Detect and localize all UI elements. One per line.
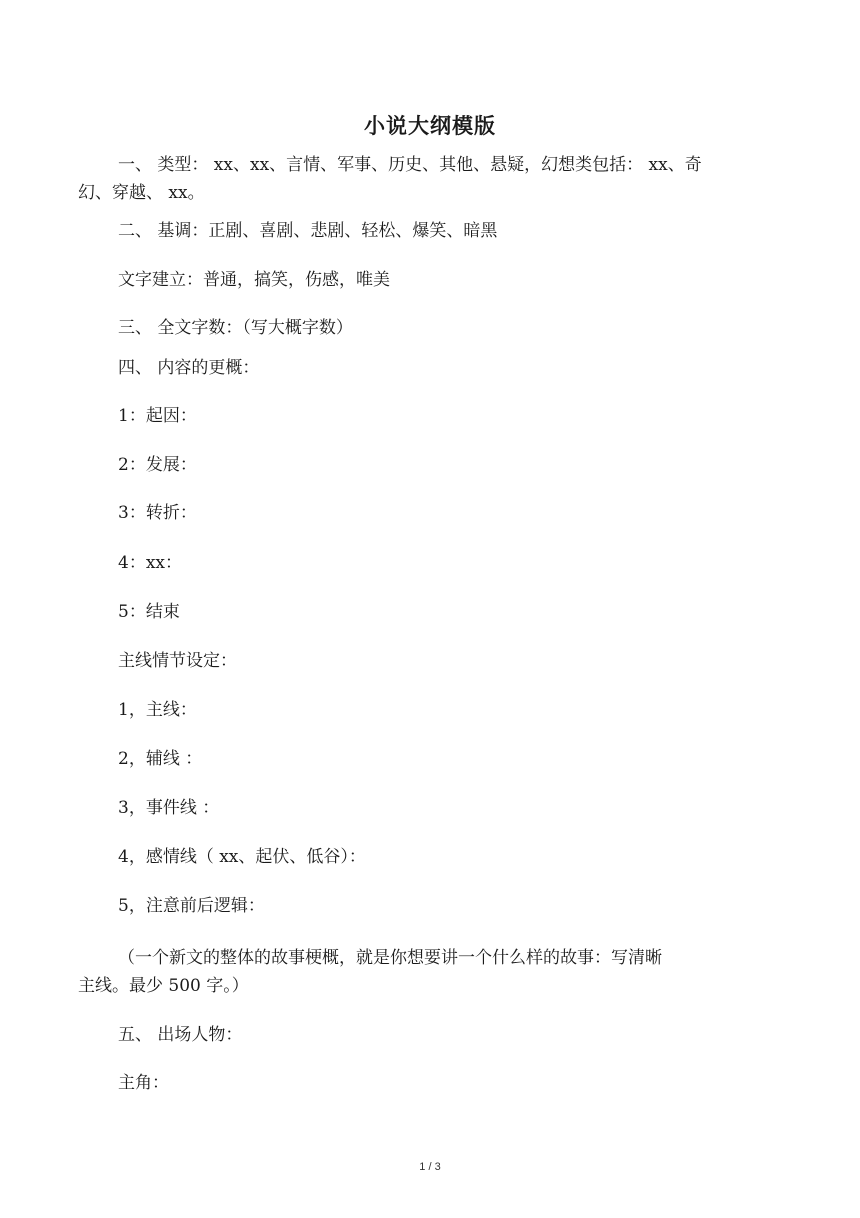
section-type-line: 一、 类型： xx、xx、言情、军事、历史、其他、悬疑，幻想类包括： xx、奇: [118, 155, 702, 175]
document-title: 小说大纲模版: [364, 113, 496, 138]
section-type-line-continued: 幻、穿越、 xx。: [78, 183, 205, 203]
plot-item-sub-line: 2，辅线 ：: [118, 749, 203, 769]
page-number: 1 / 3: [419, 1161, 441, 1173]
synopsis-note-line-continued: 主线。最少 500 字。）: [78, 976, 249, 996]
synopsis-note-line: （一个新文的整体的故事梗概，就是你想要讲一个什么样的故事：写清晰: [118, 948, 662, 968]
protagonist-label: 主角：: [118, 1073, 169, 1093]
outline-item-xx: 4：xx：: [118, 553, 182, 573]
outline-item-turning-point: 3：转折：: [118, 503, 197, 523]
plot-item-emotion-line: 4，感情线（ xx、起伏、低谷）：: [118, 847, 366, 867]
outline-item-ending: 5：结束: [118, 602, 180, 622]
writing-style-line: 文字建立：普通，搞笑，伤感，唯美: [118, 270, 390, 290]
main-plot-setting-heading: 主线情节设定：: [118, 651, 237, 671]
outline-item-cause: 1：起因：: [118, 406, 197, 426]
section-content-outline-line: 四、 内容的更概：: [118, 358, 260, 378]
plot-item-event-line: 3，事件线 ：: [118, 798, 220, 818]
outline-item-development: 2：发展：: [118, 455, 197, 475]
section-tone-line: 二、 基调：正剧、喜剧、悲剧、轻松、爆笑、暗黑: [118, 221, 498, 241]
section-word-count-line: 三、 全文字数：（写大概字数）: [118, 318, 353, 338]
section-characters-line: 五、 出场人物：: [118, 1025, 243, 1045]
plot-item-main-line: 1，主线：: [118, 700, 197, 720]
plot-item-logic-note: 5，注意前后逻辑：: [118, 896, 265, 916]
